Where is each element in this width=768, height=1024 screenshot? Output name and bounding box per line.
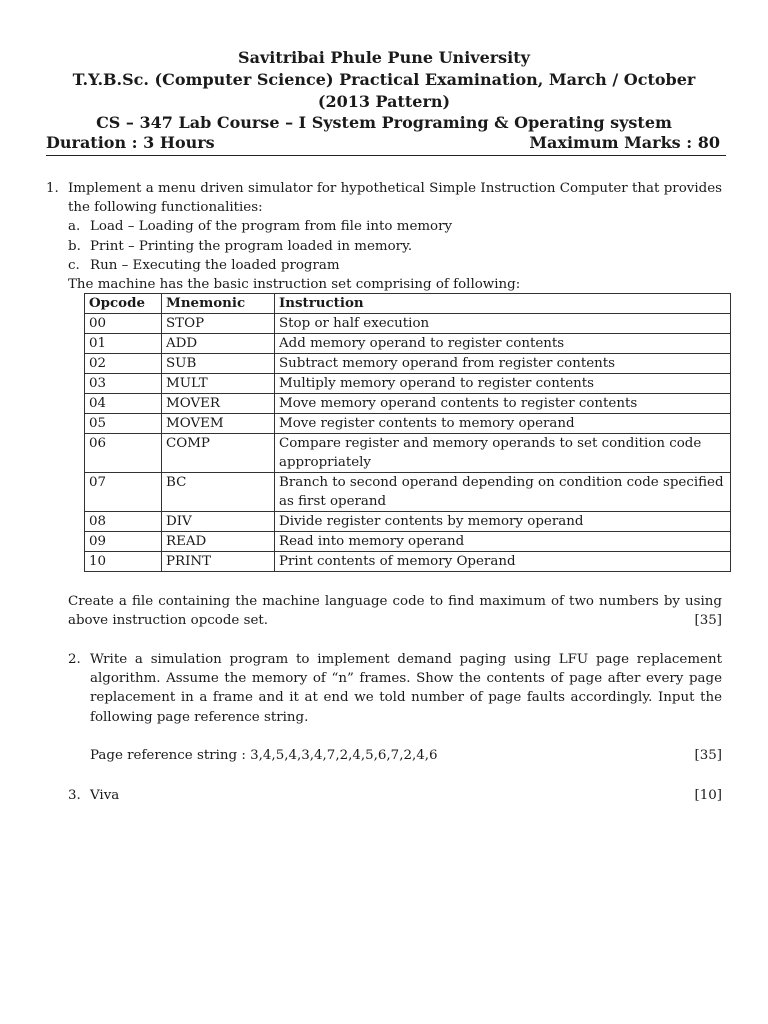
opcode-cell: 03	[85, 374, 162, 394]
mnemonic-cell: MOVER	[162, 394, 275, 414]
exam-title: T.Y.B.Sc. (Computer Science) Practical Examination, March / October	[72, 70, 696, 89]
mnemonic-cell: SUB	[162, 354, 275, 374]
q1-option-c: Run – Executing the loaded program	[90, 258, 340, 273]
table-header-row	[85, 294, 731, 314]
opcode-cell: 00	[85, 314, 162, 334]
instruction-cell: Divide register contents by memory operand	[275, 512, 731, 532]
q2-number: 2.	[68, 652, 81, 667]
max-marks: Maximum Marks : 80	[529, 133, 720, 152]
q1-number: 1.	[46, 181, 59, 196]
table-row	[85, 334, 731, 354]
table-row	[85, 552, 731, 572]
opcode-cell: 06	[85, 434, 162, 473]
column-header-mnemonic: Mnemonic	[162, 294, 275, 314]
table-row	[85, 473, 731, 512]
instruction-cell: Move memory operand contents to register contents	[275, 394, 731, 414]
opcode-cell: 09	[85, 532, 162, 552]
q2-reference-string: Page reference string : 3,4,5,4,3,4,7,2,4,5,6,7,2,4,6	[90, 748, 438, 763]
q1-table-intro: The machine has the basic instruction set comprising of following:	[68, 277, 521, 292]
instruction-cell: Branch to second operand depending on condition code specified as first operand	[275, 473, 731, 512]
mnemonic-cell: READ	[162, 532, 275, 552]
q2-line-4: following page reference string.	[90, 710, 309, 725]
opcode-cell: 05	[85, 414, 162, 434]
q1-marks: [35]	[694, 613, 722, 628]
mnemonic-cell: DIV	[162, 512, 275, 532]
q3-marks: [10]	[694, 788, 722, 803]
instruction-cell: Subtract memory operand from register contents	[275, 354, 731, 374]
mnemonic-cell: STOP	[162, 314, 275, 334]
opcode-cell: 08	[85, 512, 162, 532]
opcode-cell: 01	[85, 334, 162, 354]
table-row	[85, 532, 731, 552]
instruction-cell: Compare register and memory operands to set condition code appropriately	[275, 434, 731, 473]
table-row	[85, 394, 731, 414]
instruction-cell: Multiply memory operand to register contents	[275, 374, 731, 394]
q1-option-a-label: a.	[68, 219, 81, 234]
header-divider	[46, 155, 726, 156]
q3-number: 3.	[68, 788, 81, 803]
table-row	[85, 314, 731, 334]
mnemonic-cell: COMP	[162, 434, 275, 473]
mnemonic-cell: BC	[162, 473, 275, 512]
instruction-table	[84, 293, 731, 572]
opcode-cell: 10	[85, 552, 162, 572]
q1-option-a: Load – Loading of the program from file into memory	[90, 219, 453, 234]
instruction-cell: Read into memory operand	[275, 532, 731, 552]
table-row	[85, 414, 731, 434]
mnemonic-cell: PRINT	[162, 552, 275, 572]
q1-option-c-label: c.	[68, 258, 80, 273]
table-row	[85, 512, 731, 532]
mnemonic-cell: MOVEM	[162, 414, 275, 434]
table-row	[85, 374, 731, 394]
course-title: CS – 347 Lab Course – I System Programing & Operating system	[96, 113, 672, 132]
opcode-cell: 02	[85, 354, 162, 374]
q2-line-2: algorithm. Assume the memory of “n” frames. Show the contents of page after every page	[90, 671, 722, 686]
table-row	[85, 434, 731, 473]
q2-line-3: replacement in a frame and it at end we told number of page faults accordingly. Input the	[90, 690, 722, 705]
q1-line-2: the following functionalities:	[68, 200, 263, 215]
column-header-instruction: Instruction	[275, 294, 731, 314]
university-title: Savitribai Phule Pune University	[238, 48, 530, 67]
q1-option-b-label: b.	[68, 239, 81, 254]
column-header-opcode: Opcode	[85, 294, 162, 314]
mnemonic-cell: ADD	[162, 334, 275, 354]
q1-task-line-2: above instruction opcode set.	[68, 613, 269, 628]
pattern-title: (2013 Pattern)	[317, 92, 451, 111]
opcode-cell: 04	[85, 394, 162, 414]
duration: Duration : 3 Hours	[46, 133, 215, 152]
instruction-cell: Move register contents to memory operand	[275, 414, 731, 434]
q2-marks: [35]	[694, 748, 722, 763]
instruction-cell: Stop or half execution	[275, 314, 731, 334]
q1-option-b: Print – Printing the program loaded in memory.	[90, 239, 413, 254]
opcode-cell: 07	[85, 473, 162, 512]
q1-line-1: Implement a menu driven simulator for hypothetical Simple Instruction Computer that provides	[68, 181, 722, 196]
q2-line-1: Write a simulation program to implement demand paging using LFU page replacement	[90, 652, 722, 667]
q3-text: Viva	[90, 788, 120, 803]
instruction-cell: Add memory operand to register contents	[275, 334, 731, 354]
table-row	[85, 354, 731, 374]
q1-task-line-1: Create a file containing the machine language code to find maximum of two numbers by using	[68, 594, 722, 609]
mnemonic-cell: MULT	[162, 374, 275, 394]
instruction-cell: Print contents of memory Operand	[275, 552, 731, 572]
